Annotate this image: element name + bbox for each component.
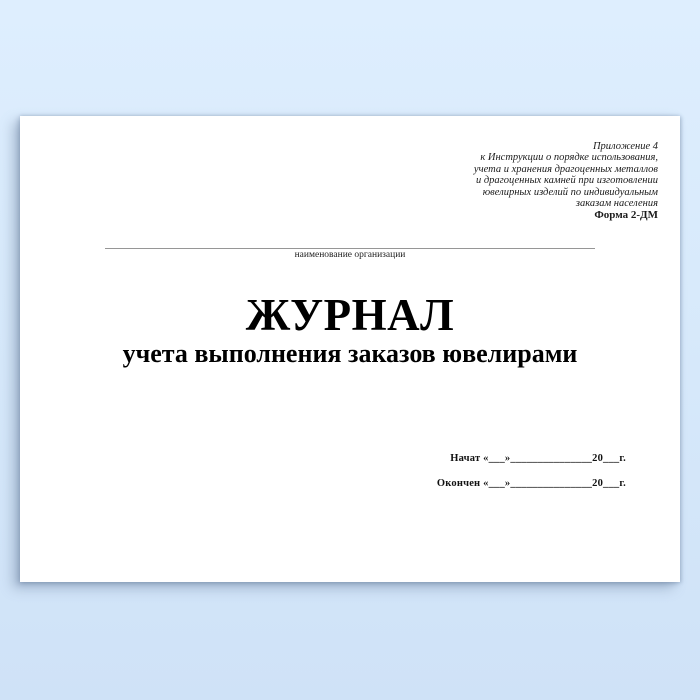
date-started-line: Начат «___»_______________20___г.	[450, 453, 626, 464]
appendix-line: ювелирных изделий по индивидуальным	[482, 186, 658, 198]
appendix-line: к Инструкции о порядке использования,	[480, 152, 658, 164]
appendix-line: Приложение 4	[592, 141, 658, 152]
appendix-line: заказам населения	[575, 198, 658, 210]
date-lines	[437, 446, 626, 496]
journal-subtitle: учета выполнения заказов ювелирами	[122, 339, 578, 368]
document-sheet	[20, 116, 680, 582]
journal-title: ЖУРНАЛ	[245, 290, 455, 340]
appendix-note	[474, 141, 658, 222]
appendix-line: учета и хранения драгоценных металлов	[473, 163, 658, 175]
organization-fill-in-line	[105, 248, 595, 249]
appendix-line: и драгоценных камней при изготовлении	[475, 175, 658, 187]
form-number-label: Форма 2-ДМ	[594, 209, 658, 222]
date-finished-line: Окончен «___»_______________20___г.	[436, 478, 626, 489]
organization-label: наименование организации	[294, 250, 406, 260]
organization-name-block	[105, 248, 595, 261]
